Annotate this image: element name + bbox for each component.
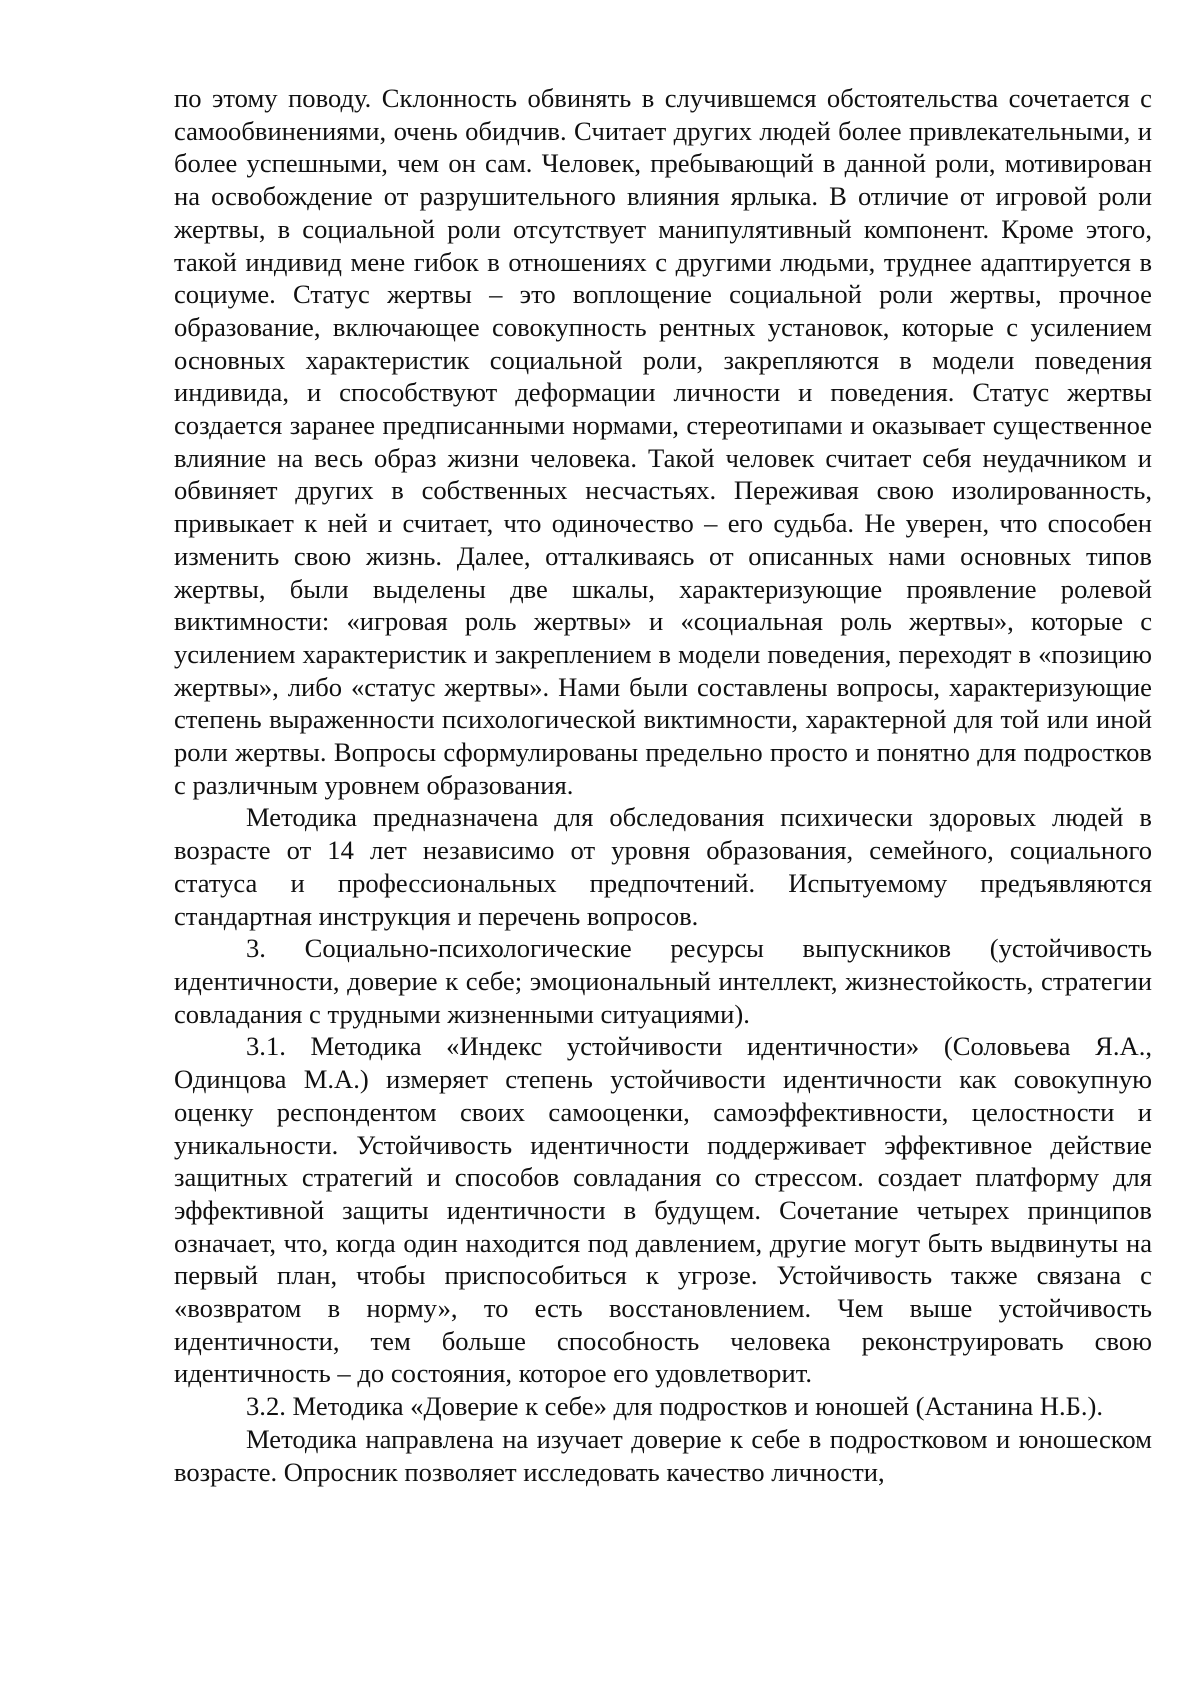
paragraph-identity-index: 3.1. Методика «Индекс устойчивости идентичности» (Соловьева Я.А., Одинцова М.А.) измеряет степень устойчивости идентичности как совокупную оценку респондентом своих самооценки, самоэффективности, целостности и уникальности. Устойчивость идентичности поддерживает эффективное действие защитных стратегий и способов совладания со стрессом. создает платформу для эффективной защиты идентичности в будущем. Сочетание четырех принципов означает, что, когда один находится под давлением, другие могут быть выдвинуты на первый план, чтобы приспособиться к угрозе. Устойчивость также связана с «возвратом в норму», то есть восстановлением. Чем выше устойчивость идентичности, тем больше способность человека реконструировать свою идентичность – до состояния, которое его удовлетворит. bbox=[174, 1031, 1152, 1389]
paragraph-victim-roles: по этому поводу. Склонность обвинять в случившемся обстоятельства сочетается с самообвинениями, очень обидчив. Считает других людей более привлекательными, и более успешными, чем он сам. Человек, пребывающий в данной роли, мотивирован на освобождение от разрушительного влияния ярлыка. В отличие от игровой роли жертвы, в социальной роли отсутствует манипулятивный компонент. Кроме этого, такой индивид мене гибок в отношениях с другими людьми, труднее адаптируется в социуме. Статус жертвы – это воплощение социальной роли жертвы, прочное образование, включающее совокупность рентных установок, которые с усилением основных характеристик социальной роли, закрепляются в модели поведения индивида, и способствуют деформации личности и поведения. Статус жертвы создается заранее предписанными нормами, стереотипами и оказывает существенное влияние на весь образ жизни человека. Такой человек считает себя неудачником и обвиняет других в собственных несчастьях. Переживая свою изолированность, привыкает к ней и считает, что одиночество – его судьба. Не уверен, что способен изменить свою жизнь. Далее, отталкиваясь от описанных нами основных типов жертвы, были выделены две шкалы, характеризующие проявление ролевой виктимности: «игровая роль жертвы» и «социальная роль жертвы», которые с усилением характеристик и закреплением в модели поведения, переходят в «позицию жертвы», либо «статус жертвы». Нами были составлены вопросы, характеризующие степень выраженности психологической виктимности, характерной для той или иной роли жертвы. Вопросы сформулированы предельно просто и понятно для подростков с различным уровнем образования. bbox=[174, 83, 1152, 800]
paragraph-self-trust-description: Методика направлена на изучает доверие к себе в подростковом и юношеском возрасте. Опросник позволяет исследовать качество личности, bbox=[174, 1423, 1152, 1487]
paragraph-method-purpose: Методика предназначена для обследования психически здоровых людей в возрасте от 14 лет независимо от уровня образования, семейного, социального статуса и профессиональных предпочтений. Испытуемому предъявляются стандартная инструкция и перечень вопросов. bbox=[174, 802, 1152, 931]
paragraph-self-trust-title: 3.2. Методика «Доверие к себе» для подростков и юношей (Астанина Н.Б.). bbox=[246, 1391, 1104, 1422]
document-body bbox=[174, 82, 1152, 1488]
paragraph-social-resources: 3. Социально-психологические ресурсы выпускников (устойчивость идентичности, доверие к себе; эмоциональный интеллект, жизнестойкость, стратегии совладания с трудными жизненными ситуациями). bbox=[174, 933, 1152, 1029]
